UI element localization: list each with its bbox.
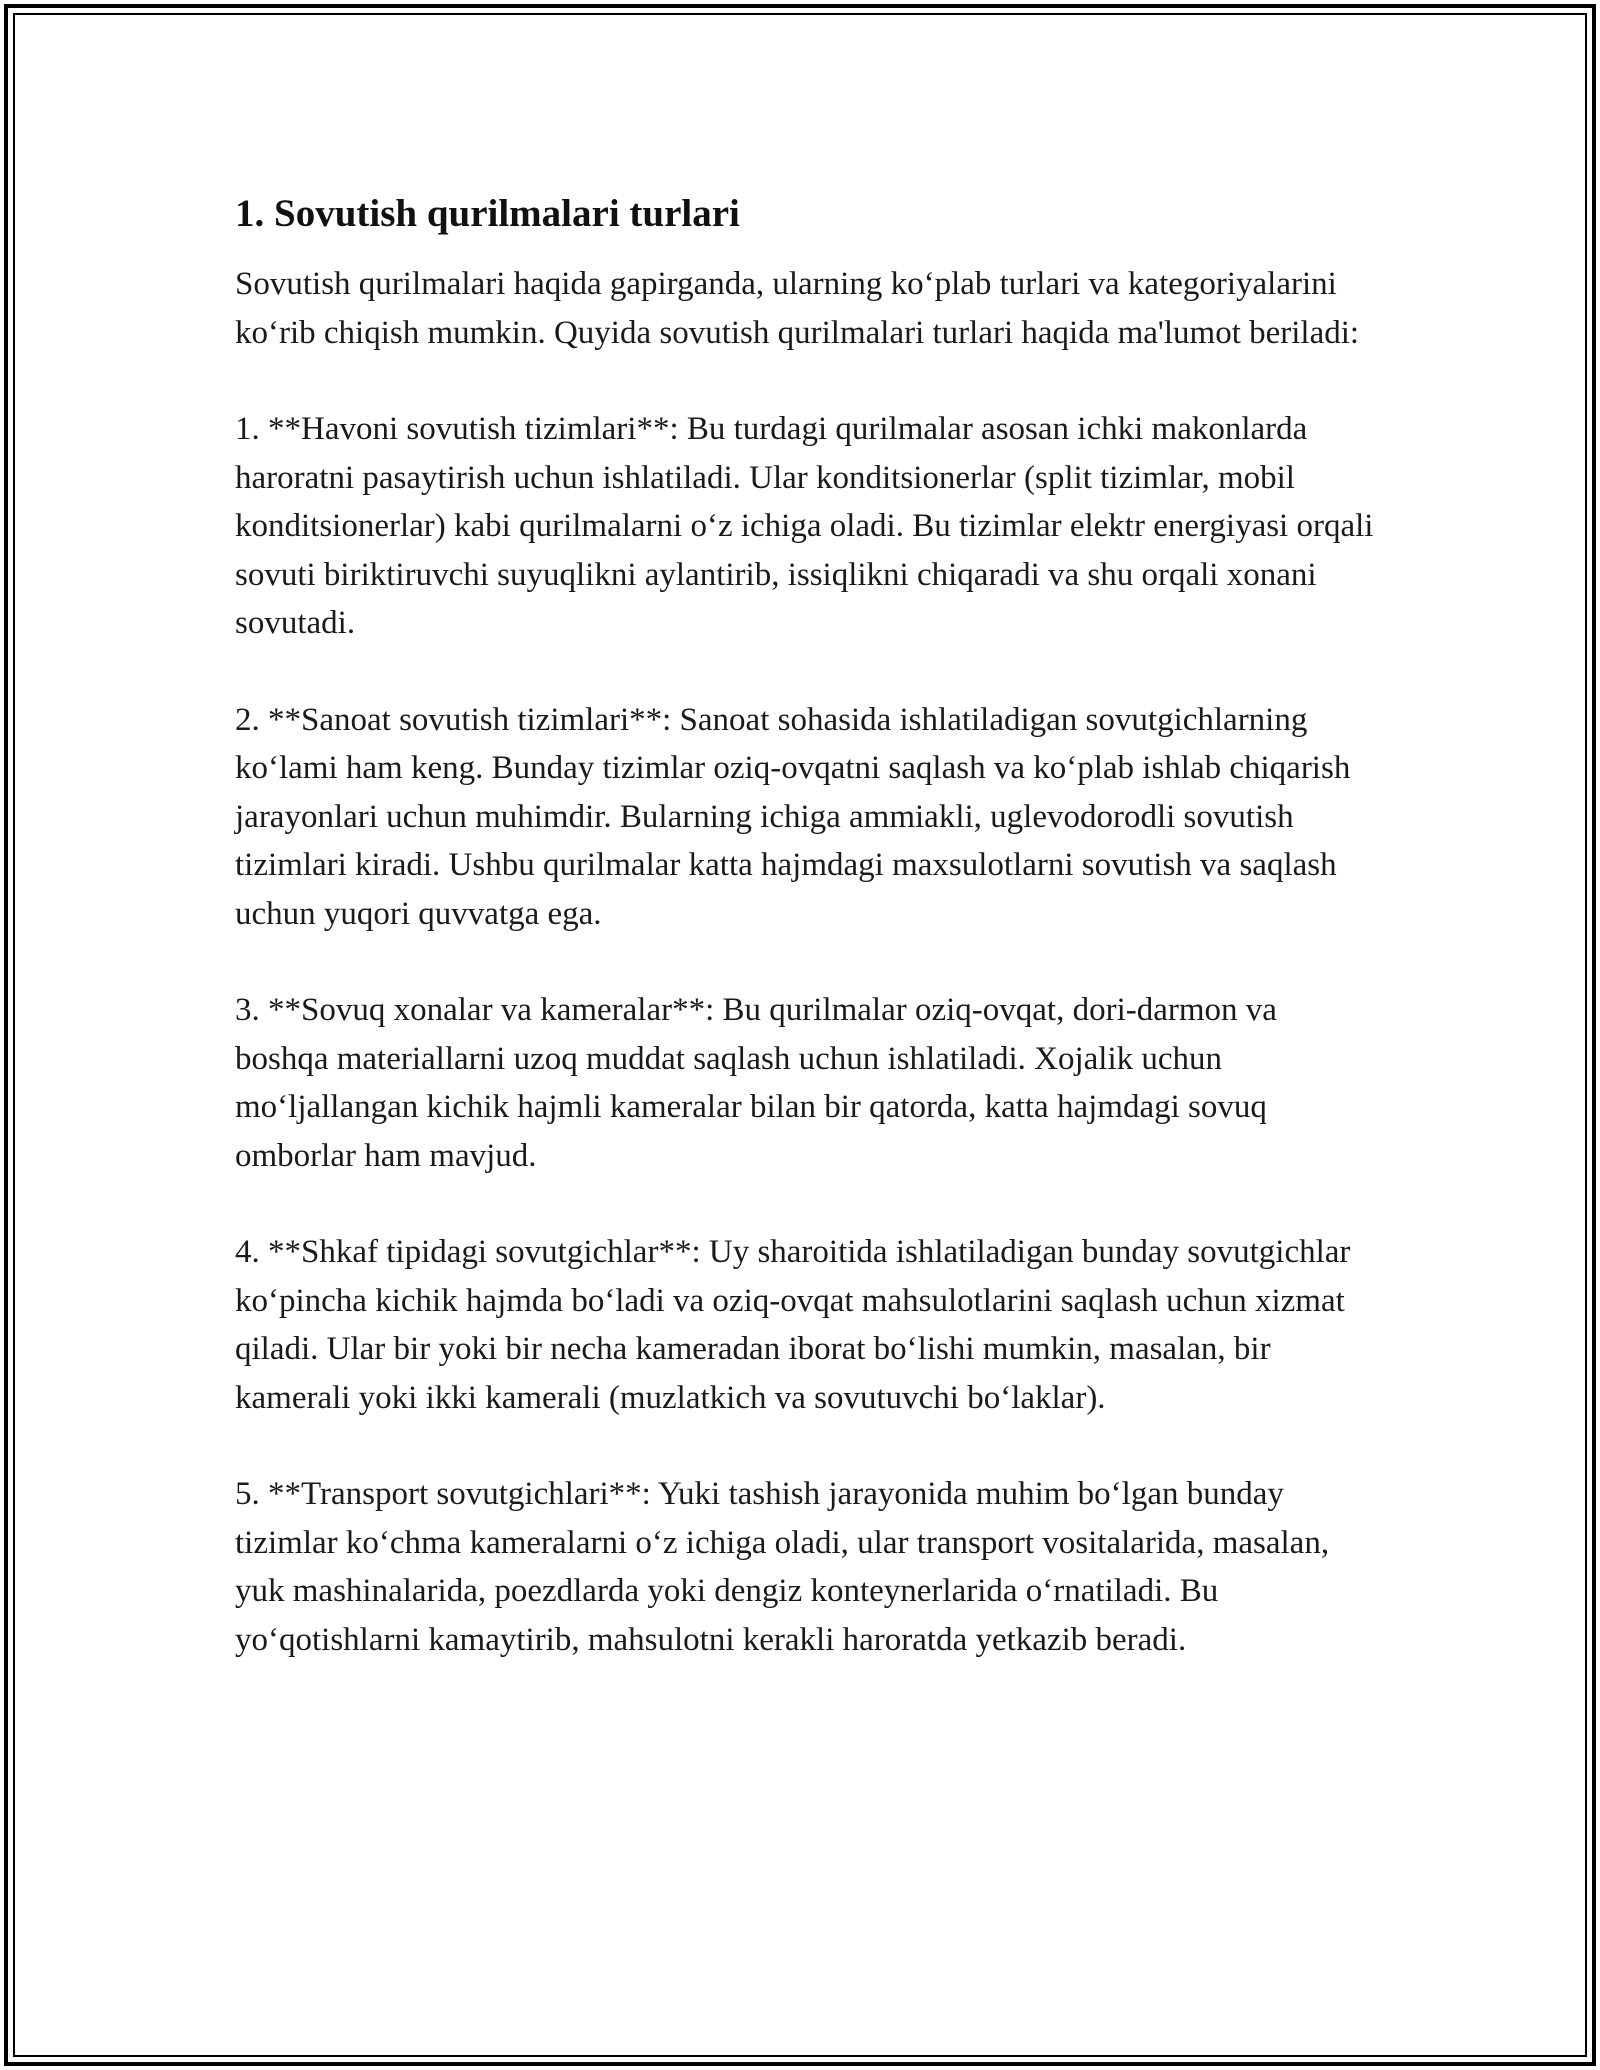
list-item-industrial-cooling: 2. **Sanoat sovutish tizimlari**: Sanoat sohasida ishlatiladigan sovutgichlarning ko‘lami ham keng. Bunday tizimlar oziq-ovqatni saqlash va ko‘plab ishlab chiqarish jarayonlari uchun muhimdir. Bularning ichiga ammiakli, uglevodorodli sovutish tizimlari kiradi. Ushbu qurilmalar katta hajmdagi maxsulotlarni sovutish va saqlash uchun yuqori quvvatga ega. bbox=[235, 701, 1351, 932]
list-item-cold-rooms: 3. **Sovuq xonalar va kameralar**: Bu qurilmalar oziq-ovqat, dori-darmon va boshqa materiallarni uzoq muddat saqlash uchun ishlatiladi. Xojalik uchun mo‘ljallangan kichik hajmli kameralar bilan bir qatorda, katta hajmdagi sovuq omborlar ham mavjud. bbox=[235, 992, 1277, 1174]
document-body bbox=[235, 188, 1375, 1664]
list-item-air-cooling: 1. **Havoni sovutish tizimlari**: Bu turdagi qurilmalar asosan ichki makonlarda haroratni pasaytirish uchun ishlatiladi. Ular konditsionerlar (split tizimlar, mobil konditsionerlar) kabi qurilmalarni o‘z ichiga oladi. Bu tizimlar elektr energiyasi orqali sovuti biriktiruvchi suyuqlikni aylantirib, issiqlikni chiqaradi va shu orqali xonani sovutadi. bbox=[235, 411, 1374, 641]
list-item-transport-refrigerators: 5. **Transport sovutgichlari**: Yuki tashish jarayonida muhim bo‘lgan bunday tizimlar ko‘chma kameralarni o‘z ichiga oladi, ular transport vositalarida, masalan, yuk mashinalarida, poezdlarda yoki dengiz konteynerlarida o‘rnatiladi. Bu yo‘qotishlarni kamaytirib, mahsulotni kerakli haroratda yetkazib beradi. bbox=[235, 1476, 1330, 1658]
list-item-cabinet-refrigerators: 4. **Shkaf tipidagi sovutgichlar**: Uy sharoitida ishlatiladigan bunday sovutgichlar ko‘pincha kichik hajmda bo‘ladi va oziq-ovqat mahsulotlarini saqlash uchun xizmat qiladi. Ular bir yoki bir necha kameradan iborat bo‘lishi mumkin, masalan, bir kamerali yoki ikki kamerali (muzlatkich va sovutuvchi bo‘laklar). bbox=[235, 1234, 1351, 1416]
intro-paragraph: Sovutish qurilmalari haqida gapirganda, ularning ko‘plab turlari va kategoriyalarini ko‘rib chiqish mumkin. Quyida sovutish qurilmalari turlari haqida ma'lumot beriladi: bbox=[235, 266, 1360, 351]
section-heading: 1. Sovutish qurilmalari turlari bbox=[235, 192, 740, 235]
